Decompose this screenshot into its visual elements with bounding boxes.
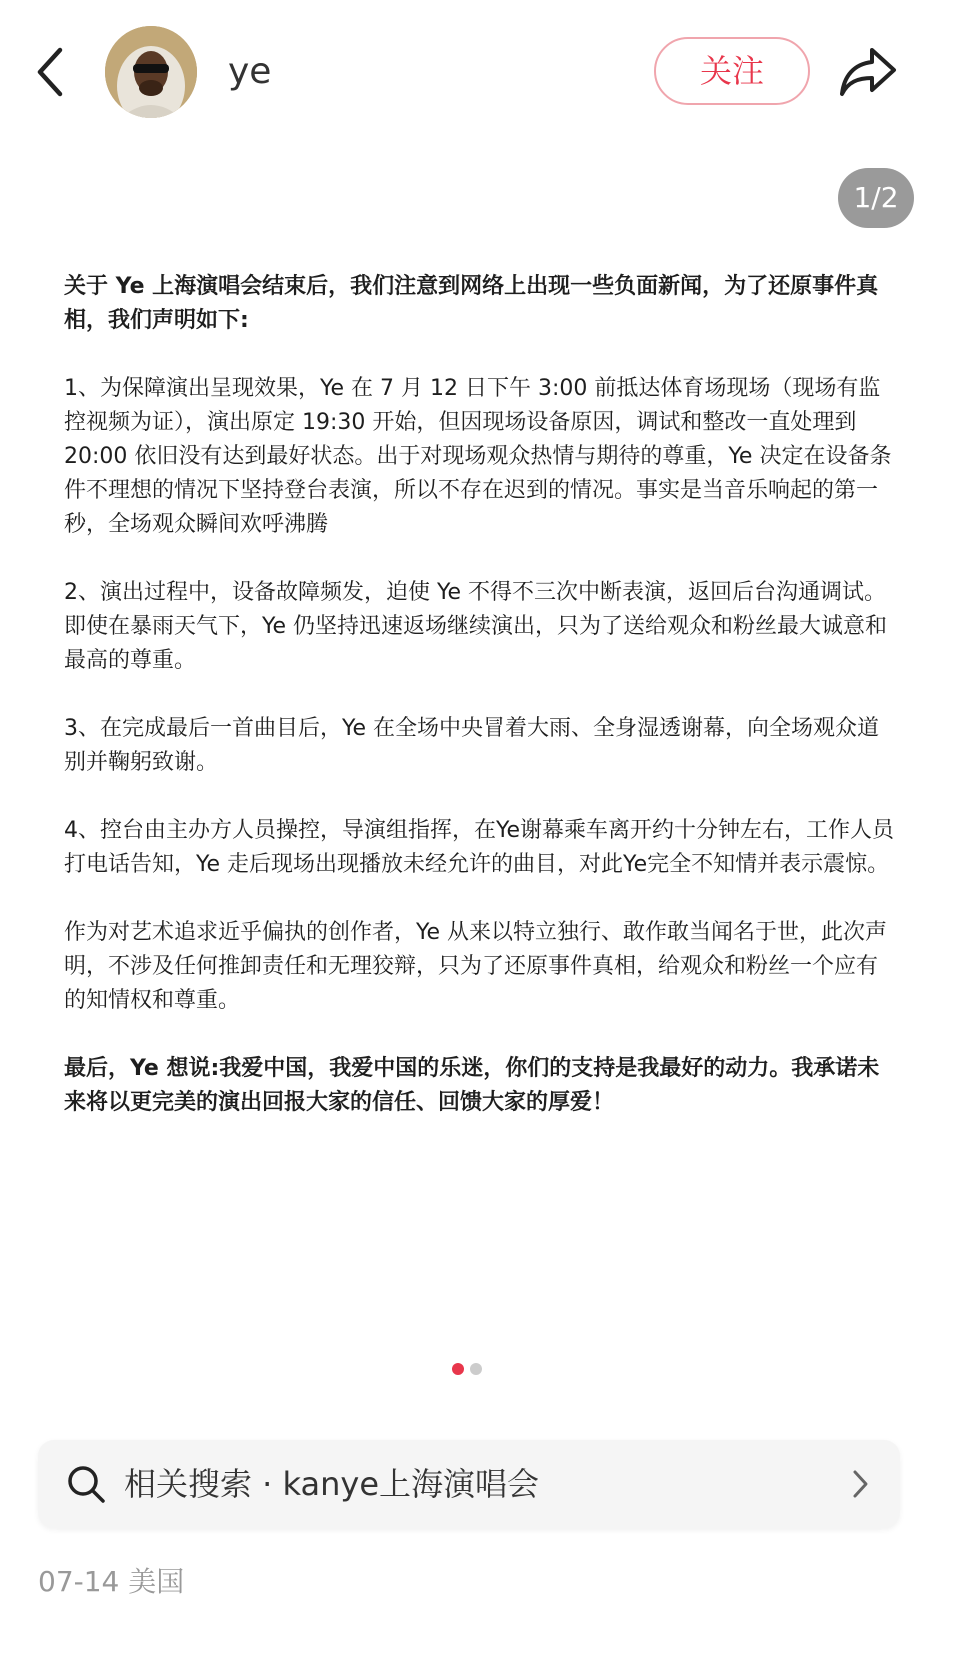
statement-point-1: 1、为保障演出呈现效果，Ye 在 7 月 12 日下午 3:00 前抵达体育场现场（现场有监控视频为证），演出原定 19:30 开始，但因现场设备原因，调试和整改一直处理到 20:00 依旧没有达到最好状态。出于对现场观众热情与期待的尊重，Ye 决定在设备条件不理想的情况下坚持登台表演，所以不存在迟到的情况。事实是当音乐响起的第一秒，全场观众瞬间欢呼沸腾 [64, 376, 892, 537]
post-date-location: 07-14 美国 [38, 1565, 185, 1598]
carousel-dot[interactable] [470, 1363, 482, 1375]
related-search-text: 相关搜索 · kanye上海演唱会 [124, 1465, 540, 1503]
statement-closing: 作为对艺术追求近乎偏执的创作者，Ye 从来以特立独行、敢作敢当闻名于世，此次声明，不涉及任何推卸责任和无理狡辩，只为了还原事件真相，给观众和粉丝一个应有的知情权和尊重。 [64, 920, 888, 1013]
carousel-indicator [452, 1360, 488, 1372]
statement-point-3: 3、在完成最后一首曲目后，Ye 在全场中央冒着大雨、全身湿透谢幕，向全场观众道别并鞠躬致谢。 [64, 716, 880, 775]
statement-point-4: 4、控台由主办方人员操控，导演组指挥，在Ye谢幕乘车离开约十分钟左右，工作人员打电话告知，Ye 走后现场出现播放未经允许的曲目，对此Ye完全不知情并表示震惊。 [64, 818, 895, 877]
top-bar [0, 0, 960, 143]
avatar[interactable] [105, 26, 197, 118]
page-counter: 1/2 [838, 168, 914, 228]
username[interactable]: ye [228, 51, 272, 92]
carousel-dot-active[interactable] [452, 1363, 464, 1375]
statement-final: 最后，Ye 想说:我爱中国，我爱中国的乐迷，你们的支持是我最好的动力。我承诺未来将以更完美的演出回报大家的信任、回馈大家的厚爱！ [64, 1056, 880, 1115]
statement-text [64, 270, 898, 1154]
chevron-left-icon [30, 42, 74, 102]
chevron-right-icon [850, 1468, 870, 1500]
avatar-image [105, 26, 197, 118]
share-button[interactable] [836, 42, 900, 102]
search-icon [66, 1464, 106, 1504]
share-icon [836, 42, 900, 102]
follow-button[interactable]: 关注 [654, 37, 810, 105]
statement-intro: 关于 Ye 上海演唱会结束后，我们注意到网络上出现一些负面新闻，为了还原事件真相，我们声明如下: [64, 274, 879, 333]
related-search-bar[interactable] [38, 1440, 900, 1528]
back-button[interactable] [30, 42, 74, 102]
statement-point-2: 2、演出过程中，设备故障频发，迫使 Ye 不得不三次中断表演，返回后台沟通调试。即使在暴雨天气下，Ye 仍坚持迅速返场继续演出，只为了送给观众和粉丝最大诚意和最高的尊重。 [64, 580, 888, 673]
